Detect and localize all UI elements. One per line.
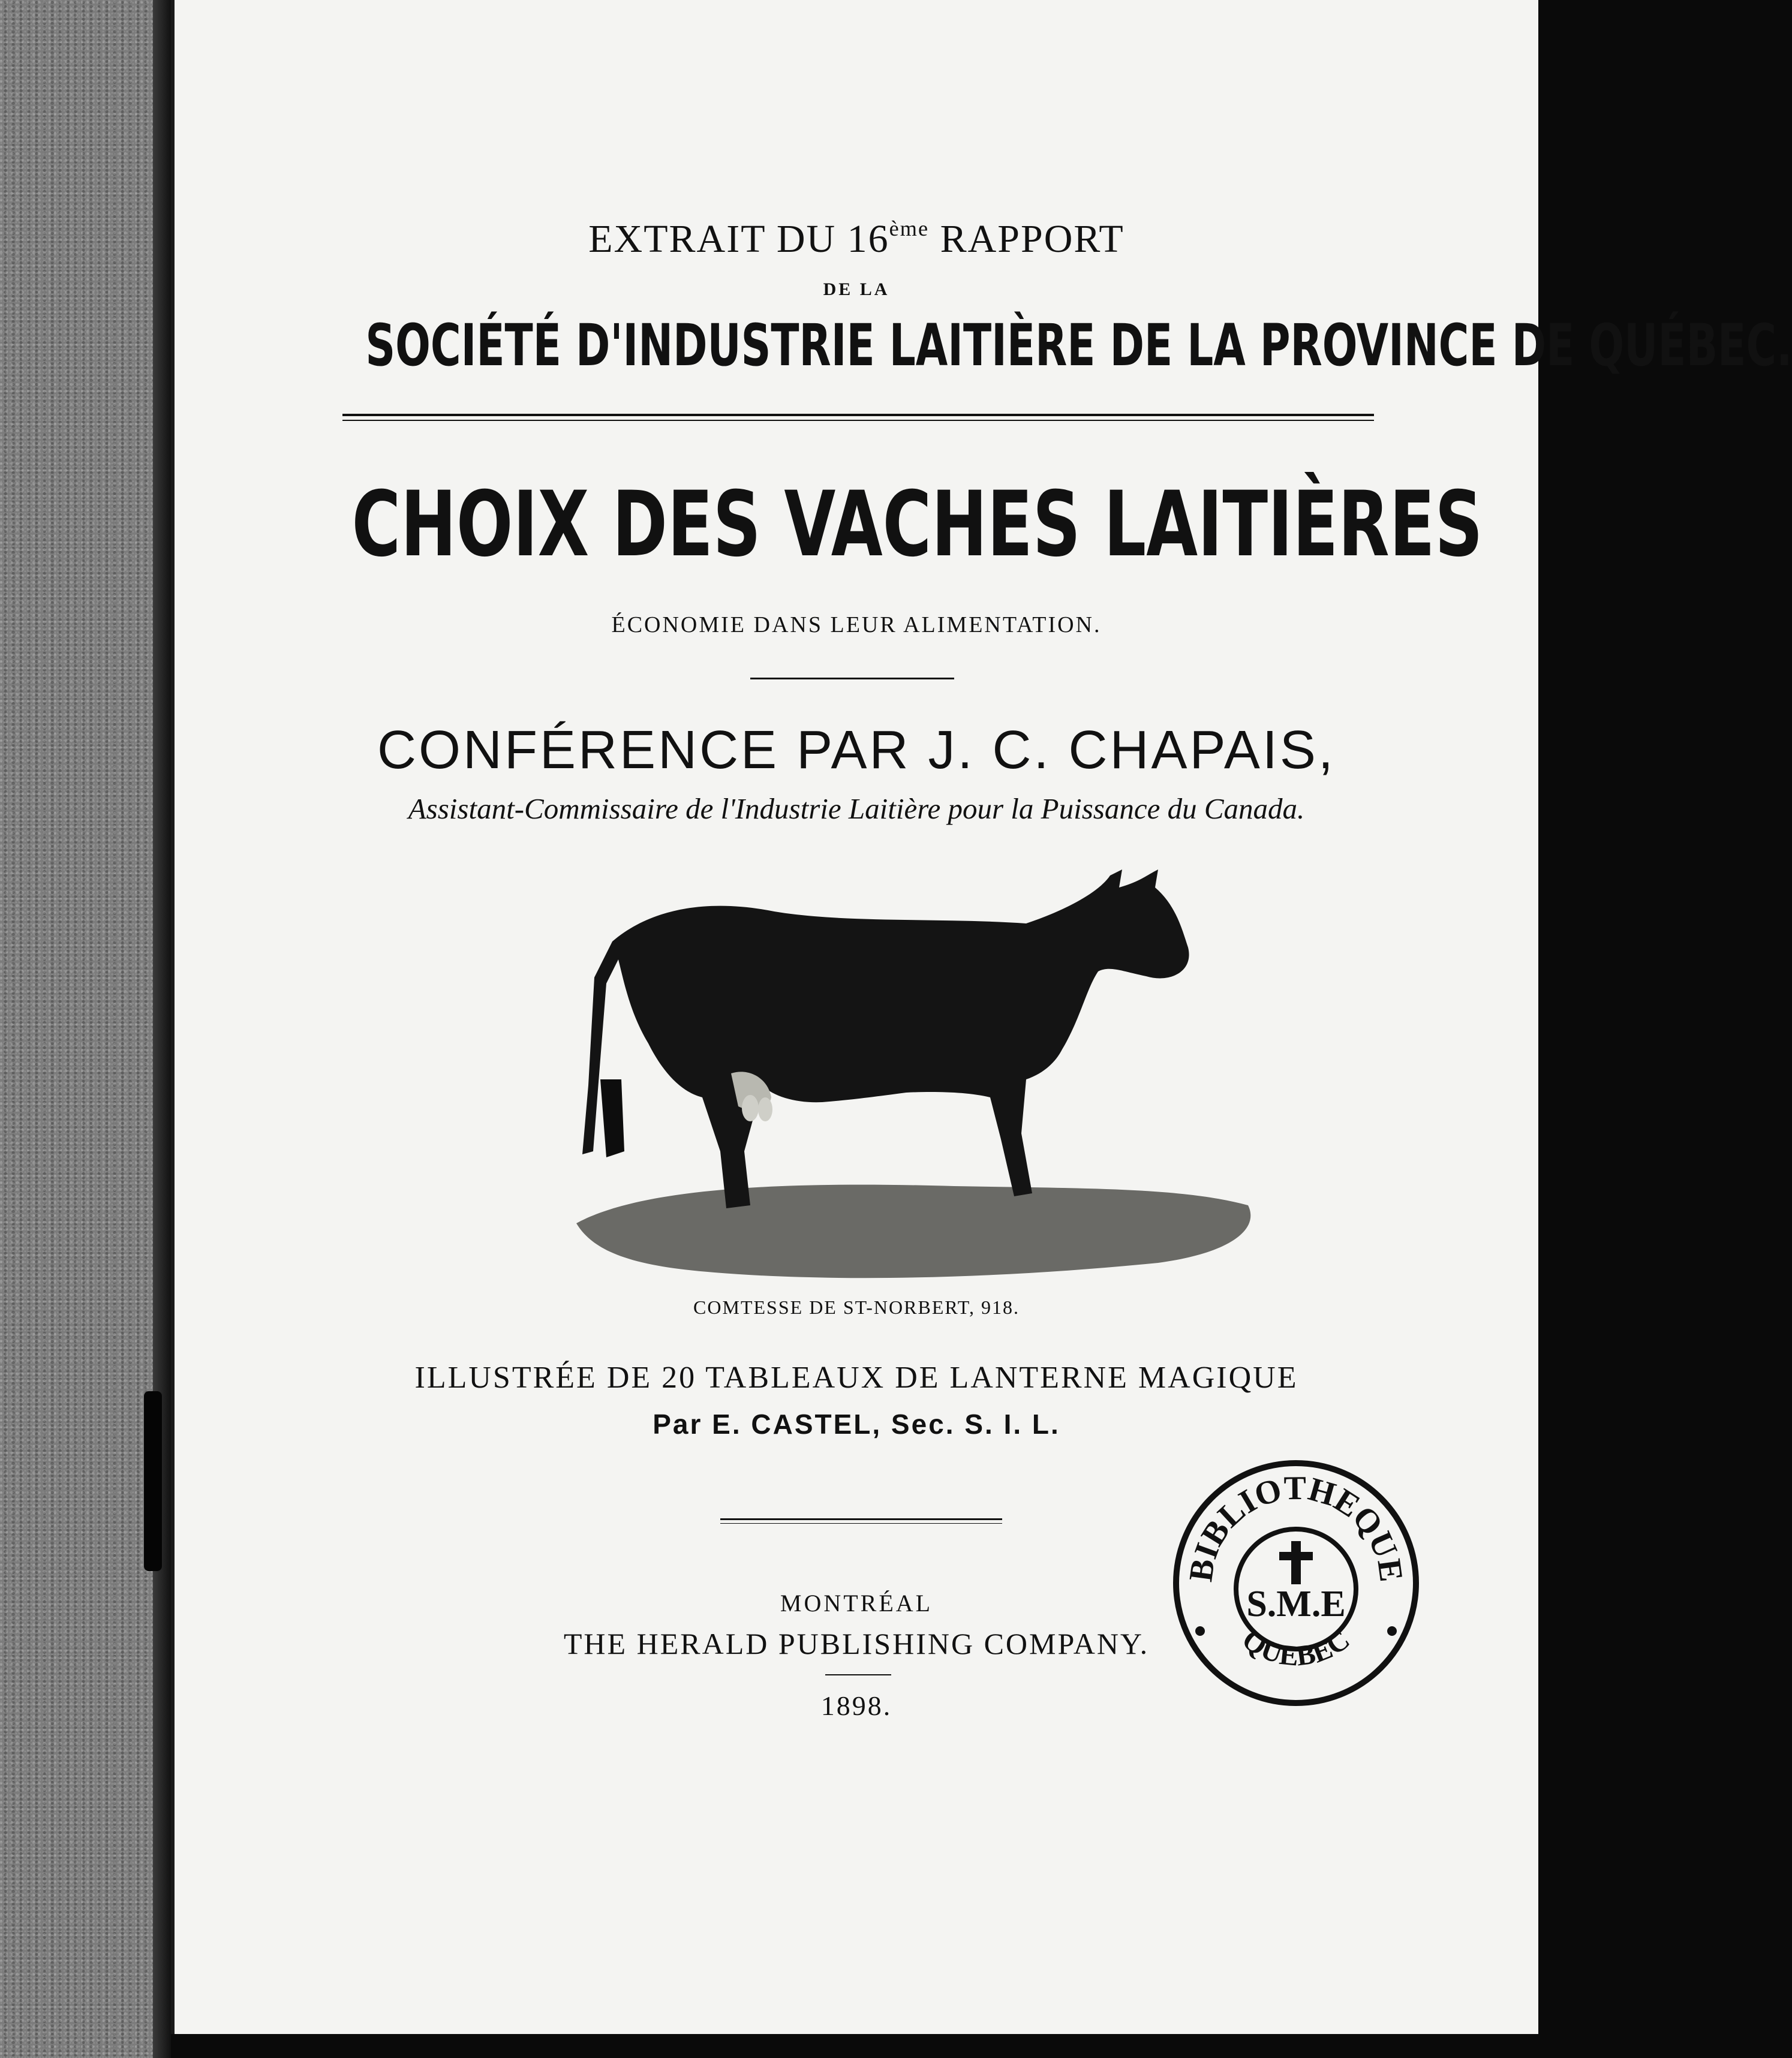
castel-line: Par E. CASTEL, Sec. S. I. L.: [653, 1409, 1060, 1440]
cow-icon: [582, 869, 1189, 1208]
staple-bottom: [144, 1391, 162, 1571]
de-la: DE LA: [823, 279, 890, 299]
stamp-top-text: BIBLIOTHEQUE: [1182, 1469, 1410, 1584]
conference-role: Assistant-Commissaire de l'Industrie Laitière pour la Puissance du Canada.: [408, 792, 1305, 825]
imprint-publisher: THE HERALD PUBLISHING COMPANY.: [563, 1627, 1150, 1660]
extrait-line: [175, 216, 1538, 262]
stamp-bottom-text: QUEBEC: [1236, 1623, 1356, 1672]
book-binding: [0, 0, 171, 2058]
double-rule-bottom: [342, 420, 1374, 421]
double-rule-top: [342, 414, 1374, 416]
cross-icon: [1279, 1541, 1313, 1584]
short-rule-2: [720, 1518, 1002, 1520]
title-page: [171, 0, 1792, 2034]
stamp-center-text: S.M.E: [1246, 1584, 1346, 1624]
imprint-city: MONTRÉAL: [780, 1590, 933, 1617]
cow-illustration: [570, 869, 1314, 1283]
illustrated-line: ILLUSTRÉE DE 20 TABLEAUX DE LANTERNE MAGIQUE: [414, 1361, 1298, 1395]
extrait-main: EXTRAIT DU 16: [588, 217, 889, 261]
main-title: CHOIX DES VACHES LAITIÈRES: [351, 473, 1483, 577]
extrait-sup: ème: [889, 216, 930, 240]
imprint-year: 1898.: [820, 1690, 892, 1721]
extrait-rest: RAPPORT: [929, 217, 1124, 261]
library-stamp: [1170, 1457, 1422, 1709]
short-rule-2b: [720, 1523, 1002, 1524]
short-rule-1: [750, 678, 954, 679]
subtitle: ÉCONOMIE DANS LEUR ALIMENTATION.: [611, 612, 1102, 637]
binding-edge: [153, 0, 171, 2058]
illustration-caption: COMTESSE DE ST-NORBERT, 918.: [693, 1296, 1020, 1318]
society-name: SOCIÉTÉ D'INDUSTRIE LAITIÈRE DE LA PROVINCE DE QUÉBEC.: [365, 312, 1792, 379]
ground: [576, 1185, 1250, 1278]
conference-heading: CONFÉRENCE PAR J. C. CHAPAIS,: [377, 720, 1336, 780]
short-rule-3: [825, 1674, 891, 1675]
